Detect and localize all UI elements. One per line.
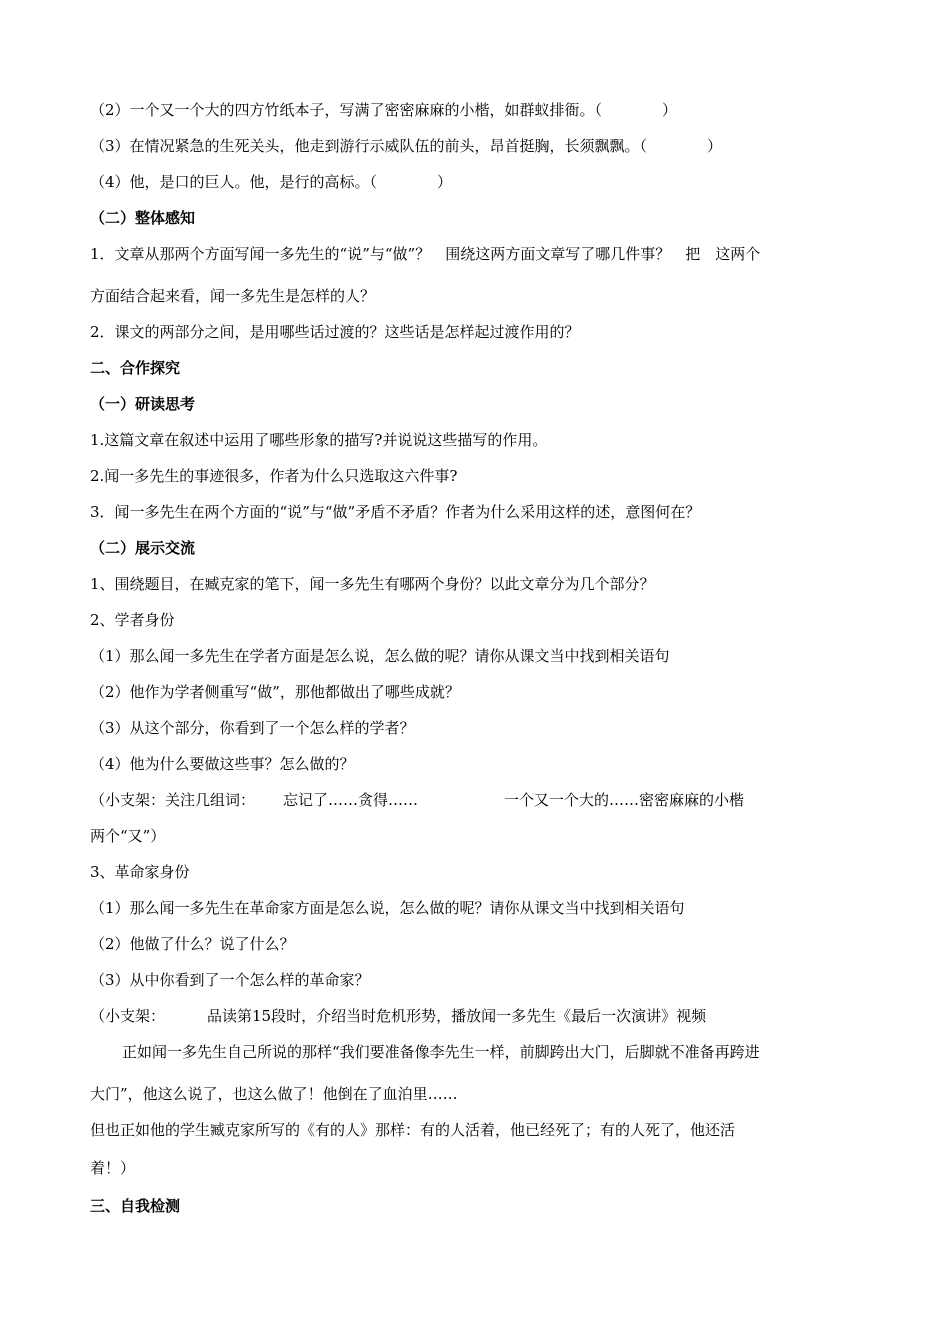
revolutionary-scaffold xyxy=(90,1006,706,1026)
exchange-item-1: 1、围绕题目，在臧克家的笔下，闻一多先生有哪两个身份？以此文章分为几个部分？ xyxy=(90,575,655,593)
scholar-question-1: （1）那么闻一多先生在学者方面是怎么说，怎么做的呢？请你从课文当中找到相关语句 xyxy=(90,647,670,665)
study-question-2: 2.闻一多先生的事迹很多，作者为什么只选取这六件事? xyxy=(90,467,458,485)
exchange-item-3-heading: 3、革命家身份 xyxy=(90,863,190,881)
revolutionary-question-2: （2）他做了什么？说了什么？ xyxy=(90,935,295,953)
subsection-heading-study: （一）研读思考 xyxy=(90,395,196,413)
quote-paragraph-line-4: 着！） xyxy=(90,1159,136,1177)
question-1-line-1: 1．文章从那两个方面写闻一多先生的“说”与“做”？ 围绕这两方面文章写了哪几件事？ 把 这两个 xyxy=(90,245,761,263)
exercise-item-3: （3）在情况紧急的生死关头，他走到游行示威队伍的前头，昂首挺胸，长须飘飘。（ ） xyxy=(90,137,723,155)
scholar-question-4: （4）他为什么要做这些事？怎么做的？ xyxy=(90,755,355,773)
scaffold-label: （小支架：关注几组词： xyxy=(90,791,256,809)
study-question-3: 3．闻一多先生在两个方面的“说”与“做”矛盾不矛盾？作者为什么采用这样的述，意图何在？ xyxy=(90,503,701,521)
exercise-item-4: （4）他，是口的巨人。他，是行的高标。（ ） xyxy=(90,173,453,191)
question-1-line-2: 方面结合起来看，闻一多先生是怎样的人？ xyxy=(90,287,376,305)
scaffold-phrase-2: 一个又一个大的……密密麻麻的小楷 xyxy=(504,791,745,809)
exercise-item-2: （2）一个又一个大的四方竹纸本子，写满了密密麻麻的小楷，如群蚁排衙。（ ） xyxy=(90,101,678,119)
scholar-scaffold-end: 两个“又”） xyxy=(90,827,166,845)
scholar-scaffold xyxy=(90,790,744,810)
quote-paragraph-line-3: 但也正如他的学生臧克家所写的《有的人》那样：有的人活着，他已经死了；有的人死了，他还活 xyxy=(90,1121,736,1139)
quote-paragraph-line-2: 大门”，他这么说了，也这么做了！他倒在了血泊里…… xyxy=(90,1085,458,1103)
scholar-question-3: （3）从这个部分，你看到了一个怎么样的学者？ xyxy=(90,719,415,737)
quote-paragraph-line-1: 正如闻一多先生自己所说的那样“我们要准备像李先生一样，前脚跨出大门，后脚就不准备再跨进 xyxy=(122,1043,760,1061)
section-heading-cooperation: 二、合作探究 xyxy=(90,359,181,377)
revolutionary-question-3: （3）从中你看到了一个怎么样的革命家？ xyxy=(90,971,370,989)
section-heading-overall: （二）整体感知 xyxy=(90,209,196,227)
scaffold-phrase-1: 忘记了……贪得…… xyxy=(283,791,419,809)
question-2: 2．课文的两部分之间，是用哪些话过渡的？这些话是怎样起过渡作用的？ xyxy=(90,323,580,341)
section-heading-self-check: 三、自我检测 xyxy=(90,1197,181,1215)
exchange-item-2-heading: 2、学者身份 xyxy=(90,611,175,629)
scholar-question-2: （2）他作为学者侧重写“做”，那他都做出了哪些成就？ xyxy=(90,683,460,701)
scaffold-label: （小支架： xyxy=(90,1007,166,1025)
revolutionary-question-1: （1）那么闻一多先生在革命家方面是怎么说，怎么做的呢？请你从课文当中找到相关语句 xyxy=(90,899,685,917)
scaffold-instruction: 品读第15段时，介绍当时危机形势，播放闻一多先生《最后一次演讲》视频 xyxy=(207,1007,707,1025)
subsection-heading-exchange: （二）展示交流 xyxy=(90,539,196,557)
study-question-1: 1.这篇文章在叙述中运用了哪些形象的描写?并说说这些描写的作用。 xyxy=(90,431,548,449)
